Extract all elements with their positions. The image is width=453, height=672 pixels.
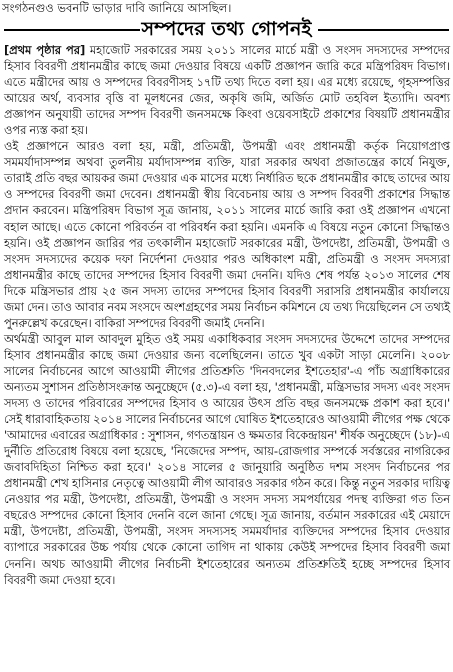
headline-rule-right	[318, 29, 449, 31]
previous-article-fragment: সংগঠনগুও ভবনটি ভাড়ার দাবি জানিয়ে আসছিল।	[2, 1, 232, 15]
article-body	[4, 42, 450, 588]
continued-from-label: [প্রথম পৃষ্ঠার পর]	[4, 43, 86, 57]
article-paragraph-text: মহাজোট সরকারের সময় ২০১১ সালের মার্চে মন্ত্রী ও সংসদ সদস্যদের সম্পদের হিসাব বিবরণী প্রধানমন্ত্রীর কাছে জমা দেওয়ার বিষয়ে একটি প্রজ্ঞাপন জারি করে মন্ত্রিপরিষদ বিভাগ। এতে মন্ত্রীদের আয় ও সম্পদের বিবরণীসহ ১৭টি তথ্য দিতে বলা হয়। এর মধ্যে রয়েছে, গৃহসম্পত্তির আয়ের অর্থ, ব্যবসার বৃত্তি বা মূলধনের জের, অকৃষি জমি, অর্জিত মোট তহবিল ইত্যাদি। অবশ্য প্রজ্ঞাপন অনুযায়ী তাদের সম্পদ বিবরণী জনসমক্ষে কিংবা ওয়েবসাইটে প্রকাশের বিষয়টি প্রধানমন্ত্রীর ওপর ন্যস্ত করা হয়।	[4, 43, 450, 138]
article-paragraph	[4, 42, 450, 138]
article-paragraph: অর্থমন্ত্রী আবুল মাল আবদুল মুহিত ওই সময় একাধিকবার সংসদ সদস্যদের উদ্দেশে তাদের সম্পদের হিসাব প্রধানমন্ত্রীর কাছে জমা দেওয়ার জন্য বলেছিলেন। তাতে খুব একটা সাড়া মেলেনি। ২০০৮ সালের নির্বাচনের আগে আওয়ামী লীগের প্রতিশ্রুতি 'দিনবদলের ইশতেহার'-এ পাঁচ অগ্রাধিকারের অন্যতম সুশাসন প্রতিষ্ঠাসংক্রান্ত অনুচ্ছেদে (৫.৩)-এ বলা হয়, 'প্রধানমন্ত্রী, মন্ত্রিসভার সদস্য এবং সংসদ সদস্য ও তাদের পরিবারের সম্পদের হিসাব ও আয়ের উৎস প্রতি বছর জনসমক্ষে প্রকাশ করা হবে।' সেই ধারাবাহিকতায় ২০১৪ সালের নির্বাচনের আগে ঘোষিত ইশতেহারেও আওয়ামী লীগের পক্ষ থেকে 'আমাদের এবারের অগ্রাধিকার : সুশাসন, গণতন্ত্রায়ন ও ক্ষমতার বিকেন্দ্রায়ন' শীর্ষক অনুচ্ছেদে (১৮)-এ দুর্নীতি প্রতিরোধ বিষয়ে বলা হয়েছে, 'নিজেদের সম্পদ, আয়-রোজগার সম্পর্কে সর্বস্তরের নাগরিকের জবাবদিহিতা নিশ্চিত করা হবে।' ২০১৪ সালের ৫ জানুয়ারি অনুষ্ঠিত দশম সংসদ নির্বাচনের পর প্রধানমন্ত্রী শেখ হাসিনার নেতৃত্বে আওয়ামী লীগ আবারও সরকার গঠন করে। কিন্তু নতুন সরকার দায়িত্ব নেওয়ার পর মন্ত্রী, উপদেষ্টা, প্রতিমন্ত্রী, উপমন্ত্রী ও সংসদ সদস্য সমপর্যায়ের পদস্থ ব্যক্তিরা গত তিন বছরেও সম্পদের কোনো হিসাব দেননি বলে জানা গেছে। সূত্র জানায়, বর্তমান সরকারের এই মেয়াদে মন্ত্রী, উপদেষ্টা, প্রতিমন্ত্রী, উপমন্ত্রী, সংসদ সদস্যসহ সমমর্যাদার ব্যক্তিদের সম্পদের হিসাব দেওয়ার ব্যাপারে সরকারের উচ্চ পর্যায় থেকে কোনো তাগিদ না থাকায় কেউই সম্পদের হিসাব বিবরণী জমা দেননি। অথচ আওয়ামী লীগের নির্বাচনী ইশতেহারের অন্যতম প্রতিশ্রুতিই হচ্ছে সম্পদের হিসাব বিবরণী জমা দেওয়া হবে।	[4, 331, 450, 587]
headline: সম্পদের তথ্য গোপনই	[141, 18, 312, 40]
article-paragraph: ওই প্রজ্ঞাপনে আরও বলা হয়, মন্ত্রী, প্রতিমন্ত্রী, উপমন্ত্রী এবং প্রধানমন্ত্রী কর্তৃক নিয়োগপ্রাপ্ত সমমর্যাদাসম্পন্ন অথবা তুলনীয় মর্যাদাসম্পন্ন ব্যক্তি, যারা সরকার অথবা প্রজাতন্ত্রের কার্যে নিযুক্ত, তারাই প্রতি বছর আয়কর জমা দেওয়ার এক মাসের মধ্যে নির্ধারিত ছকে প্রধানমন্ত্রীর কাছে তাদের আয় ও সম্পদের বিবরণী জমা দেবেন। প্রধানমন্ত্রী স্বীয় বিবেচনায় আয় ও সম্পদ বিবরণী প্রকাশের সিদ্ধান্ত প্রদান করবেন। মন্ত্রিপরিষদ বিভাগ সূত্র জানায়, ২০১১ সালের মার্চে জারি করা ওই প্রজ্ঞাপন এখনো বহাল আছে। এতে কোনো পরিবর্তন বা পরিবর্ধন করা হয়নি। এমনকি এ বিষয়ে নতুন কোনো সিদ্ধান্তও হয়নি। ওই প্রজ্ঞাপন জারির পর তৎকালীন মহাজোট সরকারের মন্ত্রী, উপদেষ্টা, প্রতিমন্ত্রী, উপমন্ত্রী ও সংসদ সদস্যদের কয়েক দফা নির্দেশনা দেওয়ার পরও অধিকাংশ মন্ত্রী, প্রতিমন্ত্রী ও সংসদ সদস্যরা প্রধানমন্ত্রীর কাছে তাদের সম্পদের হিসাব বিবরণী জমা দেননি। যদিও শেষ পর্যন্ত ২০১৩ সালের শেষ দিকে মন্ত্রিসভার প্রায় ২৫ জন সদস্য তাদের সম্পদের হিসাব বিবরণী সরাসরি প্রধানমন্ত্রীর কার্যালয়ে জমা দেন। তাও আবার নবম সংসদে অংশগ্রহণের সময় নির্বাচন কমিশনে যে তথ্য দিয়েছিলেন সে তথ্যই পুনরুল্লেখ করেছেন। বাকিরা সম্পদের বিবরণী জমাই দেননি।	[4, 139, 450, 330]
